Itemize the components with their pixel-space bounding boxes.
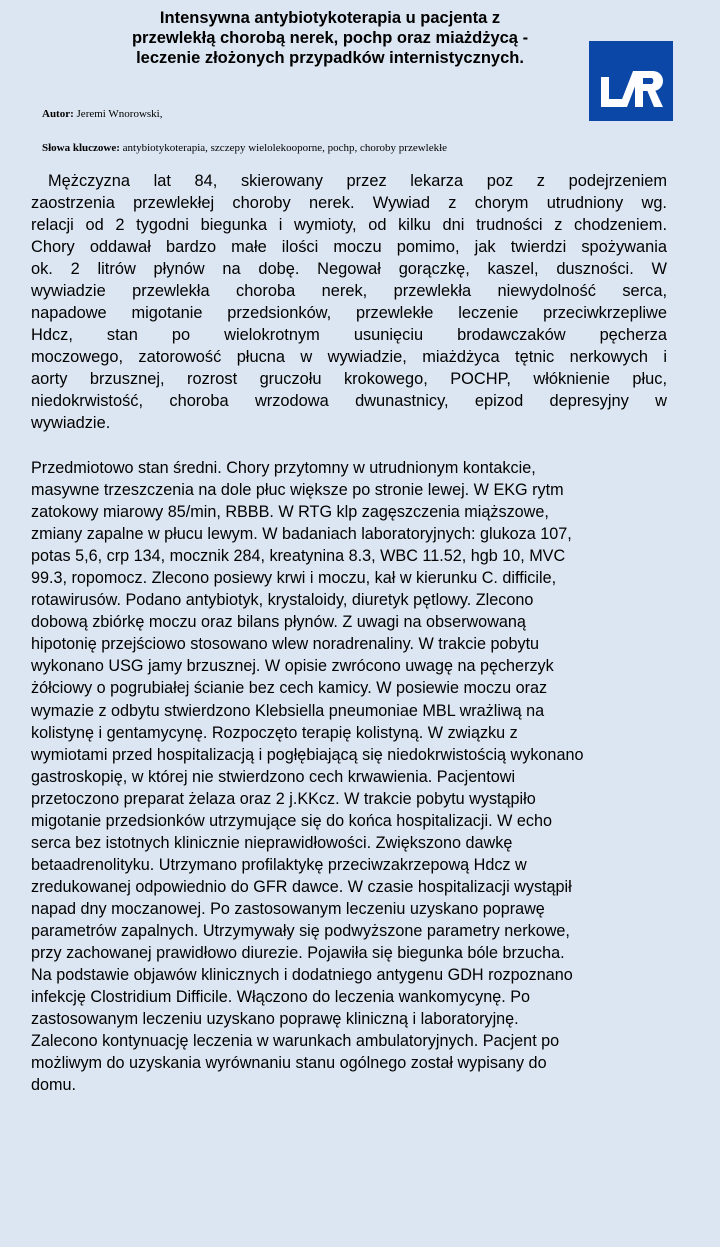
author-value: Jeremi Wnorowski, bbox=[76, 108, 163, 120]
paragraph-line: wymiotami przed hospitalizacją i pogłębiającą się niedokrwistością wykonano bbox=[31, 745, 584, 764]
document-title bbox=[95, 8, 565, 68]
paragraph-line: Zalecono kontynuację leczenia w warunkach ambulatoryjnych. Pacjent po bbox=[31, 1032, 560, 1051]
paragraph-course bbox=[31, 457, 681, 1096]
paragraph-line: aorty brzusznej, rozrost gruczołu krokowego, POCHP, włóknienie płuc, bbox=[31, 370, 667, 388]
paragraph-line: wywiadzie przewlekła choroba nerek, przewlekła niewydolność serca, bbox=[31, 282, 667, 300]
paragraph-line: masywne trzeszczenia na dole płuc większe po stronie lewej. W EKG rytm bbox=[31, 481, 564, 500]
paragraph-line: betaadrenolityku. Utrzymano profilaktykę przeciwzakrzepową Hdcz w bbox=[31, 855, 527, 874]
ur-logo-icon bbox=[589, 41, 673, 121]
paragraph-line: wymazie z odbytu stwierdzono Klebsiella pneumoniae MBL wrażliwą na bbox=[31, 701, 545, 720]
paragraph-line: niedokrwistość, choroba wrzodowa dwunastnicy, epizod depresyjny w bbox=[31, 392, 667, 410]
paragraph-line: zastosowanym leczeniu uzyskano poprawę kliniczną i laboratoryjnę. bbox=[31, 1010, 519, 1029]
paragraph-line: domu. bbox=[31, 1076, 76, 1095]
paragraph-line: gastroskopię, w której nie stwierdzono cech krwawienia. Pacjentowi bbox=[31, 767, 516, 786]
paragraph-line: zmiany zapalne w płucu lewym. W badaniach laboratoryjnych: glukoza 107, bbox=[31, 525, 572, 544]
paragraph-line: Chory oddawał bardzo małe ilości moczu pomimo, jak twierdzi spożywania bbox=[31, 238, 667, 256]
title-line: przewlekłą chorobą nerek, pochp oraz miażdżycą - bbox=[131, 29, 529, 47]
author-colon: : bbox=[70, 108, 74, 120]
paragraph-line: napad dny moczanowej. Po zastosowanym leczeniu uzyskano poprawę bbox=[31, 899, 545, 918]
paragraph-line: migotanie przedsionków utrzymujące się do końca hospitalizacji. W echo bbox=[31, 811, 552, 830]
ur-logo-graphic bbox=[589, 41, 673, 121]
title-line: Intensywna antybiotykoterapia u pacjenta z bbox=[159, 9, 501, 27]
paragraph-line: moczowego, zatorowość płucna w wywiadzie, miażdżyca tętnic nerkowych i bbox=[31, 348, 667, 366]
paragraph-line: 99.3, ropomocz. Zlecono posiewy krwi i moczu, kał w kierunku C. difficile, bbox=[31, 569, 557, 588]
paragraph-line: możliwym do uzyskania wyrównaniu stanu ogólnego został wypisany do bbox=[31, 1054, 547, 1073]
keywords-label: Słowa kluczowe bbox=[42, 142, 117, 154]
paragraph-line: serca bez istotnych klinicznie nieprawidłowości. Zwiększono dawkę bbox=[31, 833, 513, 852]
paragraph-line: kolistynę i gentamycynę. Rozpoczęto terapię kolistyną. W związku z bbox=[31, 723, 518, 742]
paragraph-line: rotawirusów. Podano antybiotyk, krystaloidy, diuretyk pętlowy. Zlecono bbox=[31, 591, 534, 610]
paragraph-line: Na podstawie objawów klinicznych i dodatniego antygenu GDH rozpoznano bbox=[31, 966, 573, 985]
paragraph-history bbox=[31, 170, 667, 434]
paragraph-line: dobową zbiórkę moczu oraz bilans płynów. Z uwagi na obserwowaną bbox=[31, 613, 526, 632]
paragraph-line: Hdcz, stan po wielokrotnym usunięciu brodawczaków pęcherza bbox=[31, 326, 667, 344]
paragraph-line: napadowe migotanie przedsionków, przewlekłe leczenie przeciwkrzepliwe bbox=[31, 304, 667, 322]
paragraph-line: infekcję Clostridium Difficile. Włączono do leczenia wankomycynę. Po bbox=[31, 988, 531, 1007]
paragraph-line: Mężczyzna lat 84, skierowany przez lekarza poz z podejrzeniem bbox=[48, 172, 667, 190]
paragraph-line: ok. 2 litrów płynów na dobę. Negował gorączkę, kaszel, duszności. W bbox=[31, 260, 667, 278]
paragraph-line: wykonano USG jamy brzusznej. W opisie zwrócono uwagę na pęcherzyk bbox=[31, 657, 554, 676]
keywords-value: antybiotykoterapia, szczepy wielolekooporne, pochp, choroby przewlekłe bbox=[122, 142, 448, 154]
author-label: Autor bbox=[42, 108, 71, 120]
paragraph-line: przetoczono preparat żelaza oraz 2 j.KKcz. W trakcie pobytu wystąpiło bbox=[31, 789, 536, 808]
paragraph-line: zredukowanej odpowiednio do GFR dawce. W czasie hospitalizacji wystąpił bbox=[31, 877, 572, 896]
paragraph-line: hipotonię przejściowo stosowano wlew noradrenaliny. W trakcie pobytu bbox=[31, 635, 540, 654]
paragraph-line: żółciowy o pogrubiałej ścianie bez cech kamicy. W posiewie moczu oraz bbox=[31, 679, 548, 698]
author-line bbox=[42, 108, 162, 120]
paragraph-line: zaostrzenia przewlekłej choroby nerek. Wywiad z chorym utrudniony wg. bbox=[31, 194, 667, 212]
keywords-line bbox=[42, 142, 447, 154]
keywords-colon: : bbox=[116, 142, 120, 154]
paragraph-line: potas 5,6, crp 134, mocznik 284, kreatynina 8.3, WBC 11.52, hgb 10, MVC bbox=[31, 547, 566, 566]
paragraph-line: Przedmiotowo stan średni. Chory przytomny w utrudnionym kontakcie, bbox=[31, 459, 536, 477]
paragraph-line: zatokowy miarowy 85/min, RBBB. W RTG klp zagęszczenia miąższowe, bbox=[31, 503, 549, 522]
paragraph-line: wywiadzie. bbox=[31, 414, 111, 432]
title-line: leczenie złożonych przypadków internistycznych. bbox=[136, 49, 524, 67]
paragraph-line: relacji od 2 tygodni biegunka i wymioty, od kilku dni trudności z chodzeniem. bbox=[31, 216, 667, 234]
paragraph-line: parametrów zapalnych. Utrzymywały się podwyższone parametry nerkowe, bbox=[31, 921, 570, 940]
paragraph-line: przy zachowanej prawidłowo diurezie. Pojawiła się biegunka bóle brzucha. bbox=[31, 944, 565, 963]
